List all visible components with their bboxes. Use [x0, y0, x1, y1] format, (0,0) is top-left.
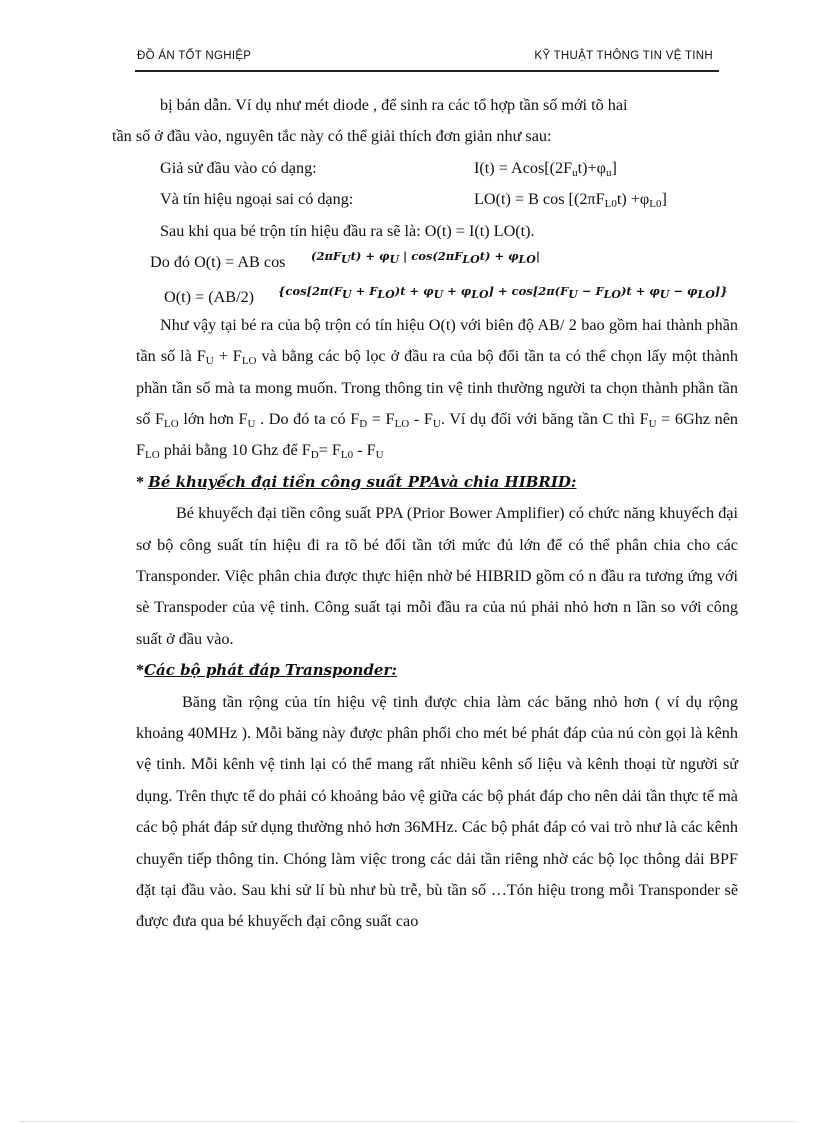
paragraph-ppa: Bé khuyếch đại tiền công suất PPA (Prior Bower Amplifier) có chức năng khuyếch đại sơ bộ công suất tín hiệu đi ra tõ bé đổi tần tới mức đủ lớn để có thể phân chia cho các Transponder. Việc phân chia được thực hiện nhờ bé HIBRID gồm có n đầu ra tương ứng với sè Transpoder của vệ tinh. Công suất tại mỗi đầu ra của nú phải nhỏ hơn n lần so với công suất ở đầu vào. — [136, 504, 739, 648]
paragraph-mixer-result: Như vậy tại bé ra của bộ trộn có tín hiệu O(t) với biên độ AB/ 2 bao gồm hai thành phần tần số là $F_U + F_{LO}$ và bằng các bộ lọc ở đầu ra của bộ đổi tần ta có thể chọn lấy một thành phần tần số mà ta mong muốn. Trong thông tin vệ tinh thường người ta chọn thành phần tần số $F_{LO}$ lớn hơn $F_U$ . Do đó ta có $F_D = F_{LO} - F_U$. Ví dụ đối với băng tần C thì $F_U = 6Ghz$ nên $F_{LO}$ phải bằng 10 Ghz để $F_D= F_{L0} - F_U$ — [136, 315, 739, 462]
equation-label: Do đó O(t) = AB cos — [150, 252, 286, 271]
paragraph-transponder: Băng tần rộng của tín hiệu vệ tinh được chia làm các băng nhỏ hơn ( ví dụ rộng khoảng 40MHz ). Mỗi băng này được phân phối cho mét bé phát đáp của nú còn gọi là kênh vệ tinh. Mỗi kênh vệ tinh lại có thể mang rất nhiều kênh số liệu và kênh thoại từ người sử dụng. Trên thực tế do phải có khoảng bảo vệ giữa các bộ phát đáp cho nên dải tần thực tế mà các bộ phát đáp sử dụng thường nhỏ hơn 36MHz. Các bộ phát đáp có vai trò như là các kênh chuyển tiếp thông tin. Chóng làm việc trong các dải tần riêng nhờ các bộ lọc thông dải BPF đặt tại đầu vào. Sau khi sử lí bù như bù trễ, bù tần số …Tón hiệu trong mỗi Transponder sẽ được đưa qua bé khuyếch đại công suất cao — [136, 692, 739, 931]
page-body — [112, 90, 739, 938]
equation-formula: $I(t) = Acos[(2F_ut)+\varphi_u]$ — [474, 158, 617, 179]
text-line: bị bán dẫn. Ví dụ như mét diode , để sinh ra các tổ hợp tần số mới tõ hai — [160, 96, 628, 114]
section-heading-transponder: *Các bộ phát đáp Transponder: — [136, 661, 397, 680]
equation-label: Giả sử đầu vào có dạng: — [160, 158, 317, 177]
equation-label: Và tín hiệu ngoại sai có dạng: — [160, 190, 354, 209]
section-heading-ppa: * Bé khuyếch đại tiền công suất PPAvà chia HIBRID: — [136, 472, 577, 491]
header-right: KỸ THUẬT THÔNG TIN VỆ TINH — [534, 50, 713, 62]
heading-ppa-title: Bé khuyếch đại tiền công suất PPAvà chia HIBRID: — [148, 472, 577, 491]
page-header — [135, 48, 719, 72]
equation-label: O(t) = (AB/2) — [164, 288, 255, 307]
page-bottom-rule — [20, 1121, 796, 1122]
header-left: ĐỒ ÁN TỐT NGHIỆP — [137, 50, 252, 62]
equation-label: Sau khi qua bé trộn tín hiệu đầu ra sẽ là: O(t) = I(t) LO(t). — [160, 221, 535, 240]
equation-product — [136, 247, 738, 278]
equation-lo — [136, 184, 738, 215]
formula-sum: $\{\cos[2\pi(F_U + F_{LO})t + \varphi_U + \varphi_{LO}] + \cos[2\pi(F_U - F_{LO})t + \varphi_U - \varphi_{LO}]\}$ — [278, 284, 728, 302]
equation-sum — [136, 278, 738, 309]
text-line: tần số ở đầu vào, nguyên tắc này có thể giải thích đơn giản như sau: — [112, 127, 552, 146]
formula-product: $(2\pi F_Ut) + \varphi_U$ | $\cos(2\pi F_{LO}t) + \varphi_{LO}|$ — [311, 248, 541, 266]
equation-formula: LO(t) = B $\cos [(2\pi F_{L0}t) +\varphi_{L0}]$ — [474, 190, 667, 211]
paragraph-intro — [112, 90, 738, 153]
heading-transponder-title: Các bộ phát đáp Transponder: — [144, 661, 397, 680]
equation-input — [136, 153, 738, 184]
